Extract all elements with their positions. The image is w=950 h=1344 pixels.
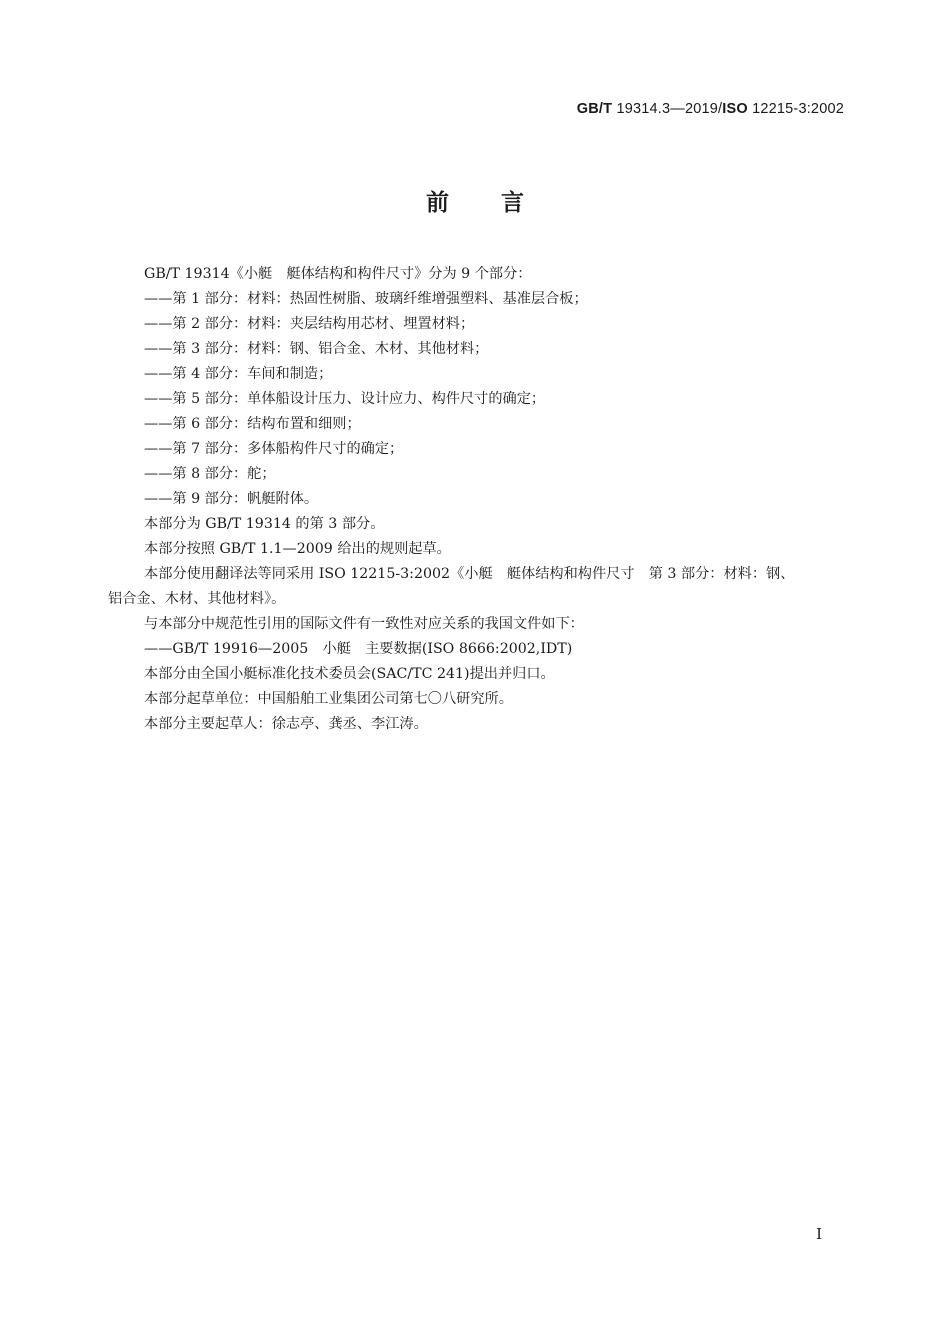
page-number: I — [816, 1225, 822, 1243]
iso-prefix: ISO — [722, 101, 748, 117]
drafting-rules-statement: 本部分按照 GB/T 1.1—2009 给出的规则起草。 — [144, 541, 451, 557]
part-list-item: ——第 1 部分：材料：热固性树脂、玻璃纤维增强塑料、基准层合板； — [144, 291, 588, 307]
part-list-item: ——第 7 部分：多体船构件尺寸的确定； — [144, 441, 404, 457]
title-char-2: 言 — [501, 190, 524, 216]
part-list-item: ——第 6 部分：结构布置和细则； — [144, 416, 361, 432]
part-list-item: ——第 3 部分：材料：钢、铝合金、木材、其他材料； — [144, 341, 489, 357]
page-title — [0, 184, 950, 217]
correspondence-statement: 与本部分中规范性引用的国际文件有一致性对应关系的我国文件如下： — [144, 616, 584, 632]
part-list-item: ——第 9 部分：帆艇附体。 — [144, 491, 319, 507]
part-statement: 本部分为 GB/T 19314 的第 3 部分。 — [144, 516, 385, 532]
drafters-statement: 本部分主要起草人：徐志亭、龚丞、李江涛。 — [144, 716, 428, 732]
part-list-item: ——第 8 部分：舵； — [144, 466, 276, 482]
intro-paragraph: GB/T 19314《小艇 艇体结构和构件尺寸》分为 9 个部分： — [144, 266, 532, 282]
part-list-item: ——第 5 部分：单体船设计压力、设计应力、构件尺寸的确定； — [144, 391, 546, 407]
part-list-item: ——第 2 部分：材料：夹层结构用芯材、埋置材料； — [144, 316, 475, 332]
proposer-statement: 本部分由全国小艇标准化技术委员会(SAC/TC 241)提出并归口。 — [144, 666, 555, 682]
std-number: 19314.3—2019/ — [616, 101, 723, 117]
iso-number: 12215-3:2002 — [752, 101, 844, 117]
adoption-statement-line-1: 本部分使用翻译法等同采用 ISO 12215-3:2002《小艇 艇体结构和构件尺寸 第 3 部分：材料：钢、 — [144, 566, 795, 582]
title-char-1: 前 — [426, 190, 449, 216]
referenced-standard-item: ——GB/T 19916—2005 小艇 主要数据(ISO 8666:2002,IDT) — [144, 641, 573, 657]
std-prefix: GB/T — [576, 101, 613, 117]
standard-code-header — [577, 101, 844, 117]
drafting-unit-statement: 本部分起草单位：中国船舶工业集团公司第七〇八研究所。 — [144, 691, 513, 707]
adoption-statement-line-2: 铝合金、木材、其他材料》。 — [108, 591, 286, 607]
foreword-body — [108, 262, 844, 737]
part-list-item: ——第 4 部分：车间和制造； — [144, 366, 333, 382]
